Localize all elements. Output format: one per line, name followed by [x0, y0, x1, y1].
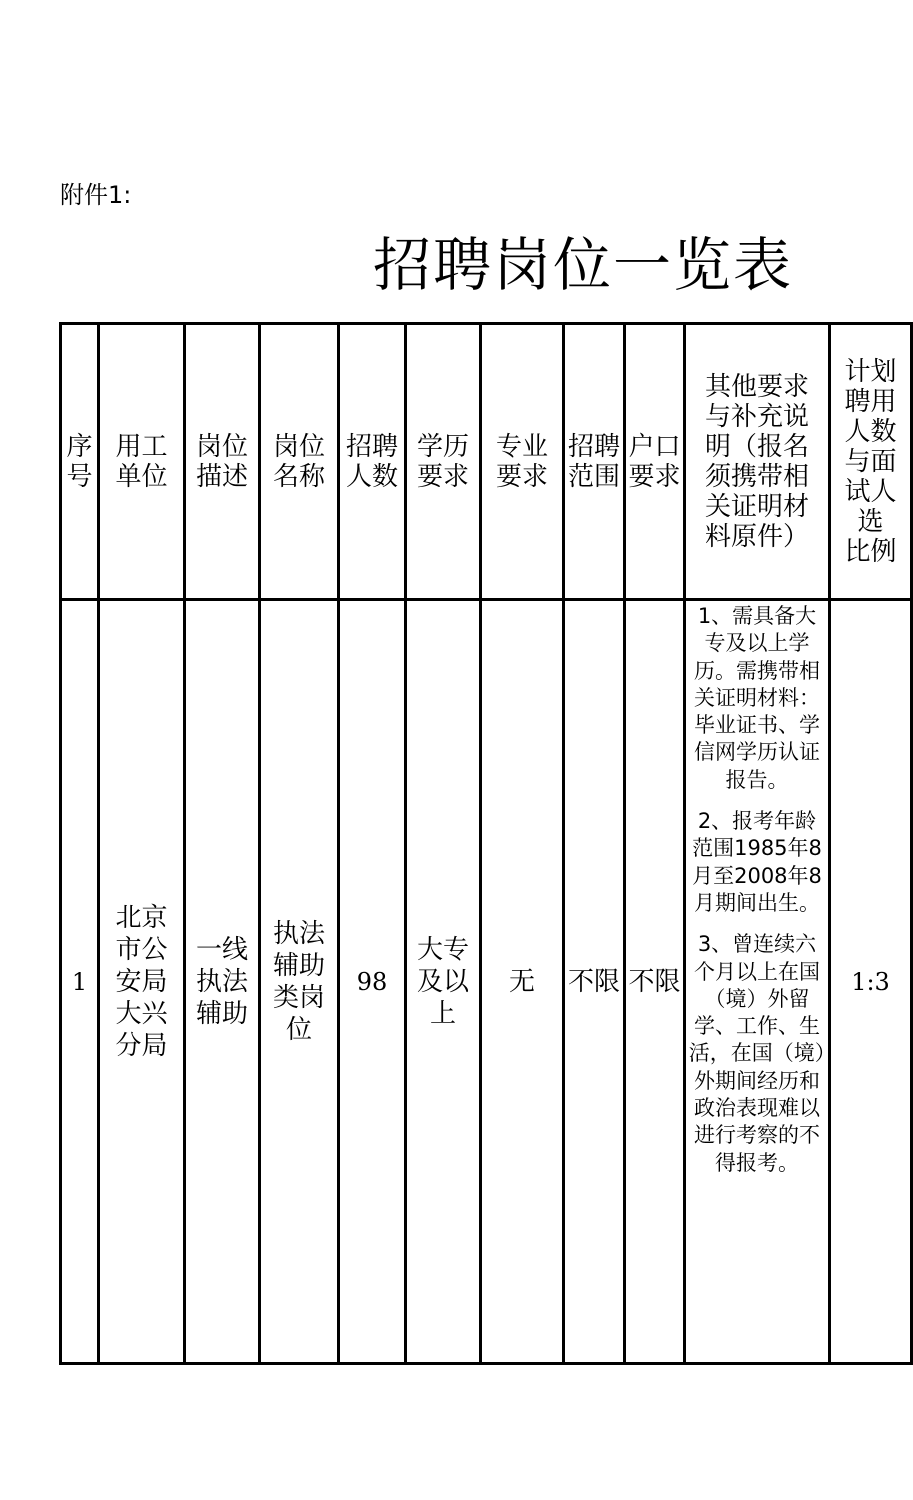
cell-hire-count: 98 — [339, 600, 406, 1364]
header-hire-count: 招聘 人数 — [339, 324, 406, 600]
cell-education: 大专及以上 — [406, 600, 481, 1364]
cell-position-desc: 一线执法辅助 — [185, 600, 260, 1364]
page-title: 招聘岗位一览表 — [373, 231, 794, 299]
cell-major: 无 — [481, 600, 564, 1364]
cell-scope: 不限 — [564, 600, 625, 1364]
requirement-item: 1、需具备大专及以上学历。需携带相关证明材料：毕业证书、学信网学历认证报告。 — [694, 604, 820, 792]
requirement-item: 3、曾连续六个月以上在国（境）外留学、工作、生活，在国（境）外期间经历和政治表现难以进行考察的不得报考。 — [688, 932, 826, 1175]
header-scope: 招聘 范围 — [564, 324, 625, 600]
header-interview-ratio: 计划 聘用 人数 与面 试人 选 比例 — [830, 324, 912, 600]
table-row — [61, 600, 912, 1364]
header-hukou: 户口 要求 — [625, 324, 685, 600]
table-header-row — [61, 324, 912, 600]
cell-position-name: 执法辅助类岗位 — [260, 600, 339, 1364]
attachment-label: 附件1: — [60, 181, 132, 209]
header-position-name: 岗位 名称 — [260, 324, 339, 600]
header-other-requirements: 其他要求 与补充说 明（报名 须携带相 关证明材 料原件） — [685, 324, 830, 600]
cell-employer: 北京市公安局大兴分局 — [99, 600, 185, 1364]
cell-hukou: 不限 — [625, 600, 685, 1364]
cell-interview-ratio: 1:3 — [830, 600, 912, 1364]
header-major: 专业 要求 — [481, 324, 564, 600]
header-employer: 用工 单位 — [99, 324, 185, 600]
requirement-item: 2、报考年龄范围1985年8月至2008年8月期间出生。 — [692, 809, 822, 915]
recruitment-table — [59, 322, 913, 1365]
header-seq: 序 号 — [61, 324, 99, 600]
header-education: 学历 要求 — [406, 324, 481, 600]
cell-seq: 1 — [61, 600, 99, 1364]
header-position-desc: 岗位 描述 — [185, 324, 260, 600]
cell-other-requirements — [685, 600, 830, 1364]
